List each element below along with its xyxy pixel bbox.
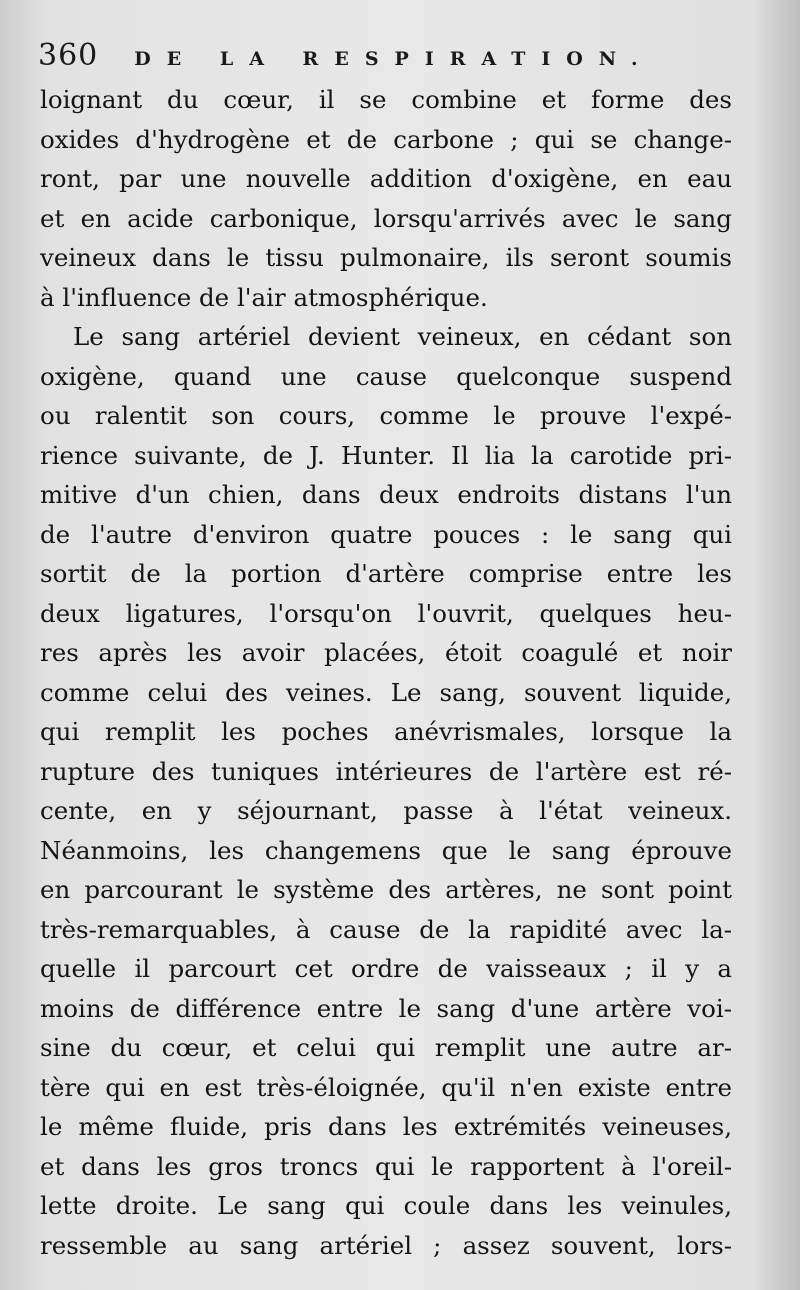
text-line: de l'autre d'environ quatre pouces : le sang qui <box>40 519 732 549</box>
running-title: DE LA RESPIRATION. <box>134 48 654 70</box>
text-line: moins de différence entre le sang d'une artère voi- <box>40 993 732 1023</box>
text-line: veineux dans le tissu pulmonaire, ils seront soumis <box>40 243 732 272</box>
text-line: tère qui en est très-éloignée, qu'il n'en existe entre <box>40 1072 732 1102</box>
text-line: mitive d'un chien, dans deux endroits distans l'un <box>40 480 732 509</box>
text-line: et dans les gros troncs qui le rapportent à l'oreil- <box>40 1151 732 1181</box>
text-line: en parcourant le système des artères, ne sont point <box>40 875 732 904</box>
text-line: rupture des tuniques intérieures de l'artère est ré- <box>40 756 732 786</box>
text-line: très-remarquables, à cause de la rapidité avec la- <box>40 914 732 944</box>
text-line: lette droite. Le sang qui coule dans les veinules, <box>40 1191 732 1220</box>
running-head <box>38 38 760 82</box>
text-line: cente, en y séjournant, passe à l'état veineux. <box>40 796 732 825</box>
text-line: ressemble au sang artériel ; assez souvent, lors- <box>40 1230 732 1260</box>
text-line: deux ligatures, l'orsqu'on l'ouvrit, quelques heu- <box>40 598 732 628</box>
text-line: quelle il parcourt cet ordre de vaisseaux ; il y a <box>40 954 732 983</box>
text-line: res après les avoir placées, étoit coagulé et noir <box>40 638 732 667</box>
text-line: comme celui des veines. Le sang, souvent liquide, <box>40 677 732 707</box>
text-line: ront, par une nouvelle addition d'oxigène, en eau <box>40 164 732 193</box>
body-text <box>40 80 732 1265</box>
text-line: Néanmoins, les changemens que le sang éprouve <box>40 835 732 865</box>
text-line: oxigène, quand une cause quelconque suspend <box>40 361 732 391</box>
text-line: loignant du cœur, il se combine et forme des <box>40 85 732 114</box>
text-line: et en acide carbonique, lorsqu'arrivés avec le sang <box>40 203 732 233</box>
text-line: sortit de la portion d'artère comprise entre les <box>40 559 732 588</box>
text-line: ou ralentit son cours, comme le prouve l'expé- <box>40 401 732 430</box>
text-line: qui remplit les poches anévrismales, lorsque la <box>40 717 732 746</box>
text-line: rience suivante, de J. Hunter. Il lia la carotide pri- <box>40 440 732 470</box>
text-line: sine du cœur, et celui qui remplit une autre ar- <box>40 1033 732 1062</box>
page-number: 360 <box>38 38 99 73</box>
paragraph-start-line: Le sang artériel devient veineux, en cédant son <box>73 322 732 351</box>
text-line: le même fluide, pris dans les extrémités veineuses, <box>40 1112 732 1141</box>
text-line: à l'influence de l'air atmosphérique. <box>40 282 488 312</box>
text-line: oxides d'hydrogène et de carbone ; qui se change- <box>40 124 732 154</box>
